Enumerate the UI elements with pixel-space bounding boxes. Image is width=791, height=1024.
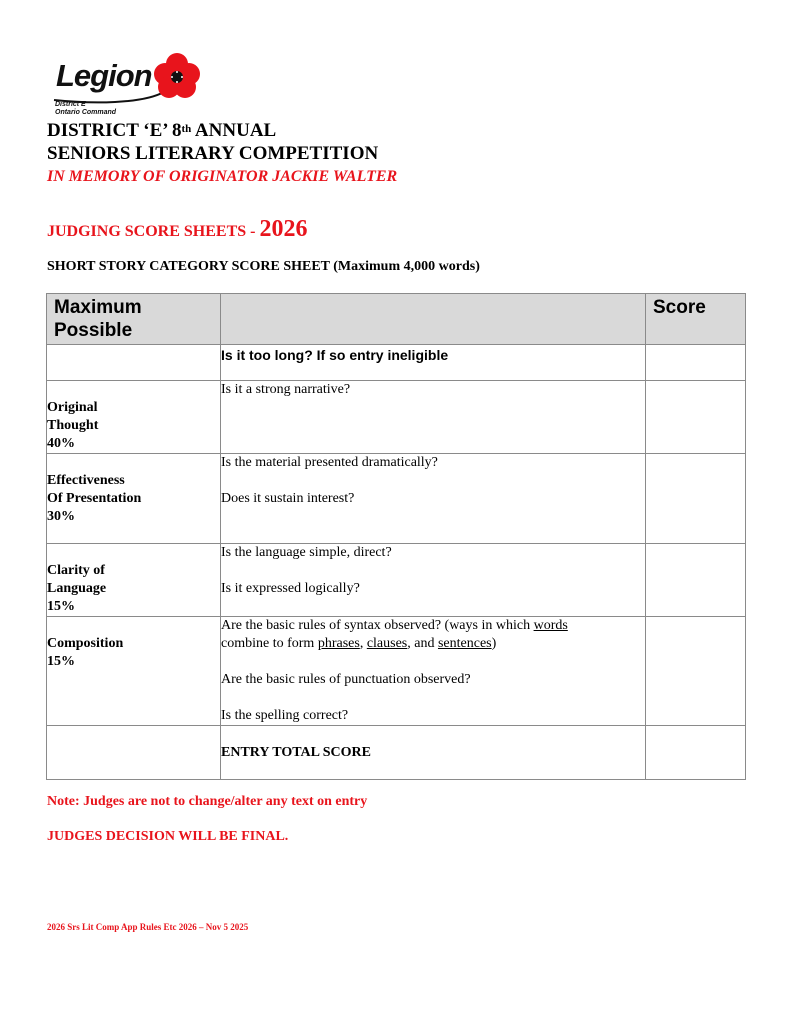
criterion-line: Of Presentation	[47, 491, 142, 506]
syntax-question: Are the basic rules of syntax observed? (ways in which words combine to form phrases, clauses, and sentences)	[221, 618, 568, 651]
footer-text: 2026 Srs Lit Comp App Rules Etc 2026 – Nov 5 2025	[47, 922, 249, 932]
score-cell[interactable]	[646, 544, 746, 617]
poppy-icon	[152, 52, 202, 102]
note-text: Note: Judges are not to change/alter any text on entry	[47, 794, 368, 809]
category-title: SHORT STORY CATEGORY SCORE SHEET (Maximum 4,000 words)	[47, 259, 480, 274]
spelling-question: Is the spelling correct?	[221, 708, 349, 723]
criterion-line: Thought	[47, 418, 99, 433]
score-cell[interactable]	[646, 454, 746, 544]
score-cell[interactable]	[646, 617, 746, 726]
criterion-line: Language	[47, 581, 107, 596]
memorial-subtitle: IN MEMORY OF ORIGINATOR JACKIE WALTER	[47, 168, 398, 185]
table-row	[47, 381, 746, 454]
score-cell[interactable]	[646, 381, 746, 454]
criterion-line: Composition	[47, 636, 124, 651]
logo-wordmark: Legion	[56, 58, 152, 93]
punctuation-question: Are the basic rules of punctuation observed?	[221, 672, 471, 687]
total-score-cell[interactable]	[646, 726, 746, 780]
criterion-line: Clarity of	[47, 563, 105, 578]
logo-subtitle-district: District E	[55, 101, 86, 108]
title-line-2: SENIORS LITERARY COMPETITION	[47, 143, 379, 164]
question: Is the language simple, direct?	[221, 545, 392, 560]
eligibility-row	[47, 345, 746, 381]
total-row	[47, 726, 746, 780]
question: Does it sustain interest?	[221, 491, 355, 506]
logo-subtitle-command: Ontario Command	[55, 109, 117, 116]
criterion-percent: 15%	[47, 654, 75, 669]
header-score: Score	[646, 294, 746, 345]
composition-row	[47, 617, 746, 726]
table-header-row	[47, 294, 746, 345]
question: Is it a strong narrative?	[221, 382, 351, 397]
judging-heading: JUDGING SCORE SHEETS - 2026	[47, 216, 308, 242]
question: Is the material presented dramatically?	[221, 455, 438, 470]
header-maximum-possible: Maximum Possible	[47, 294, 221, 345]
criterion-percent: 15%	[47, 599, 75, 614]
table-row	[47, 544, 746, 617]
total-label: ENTRY TOTAL SCORE	[221, 745, 371, 760]
final-decision-text: JUDGES DECISION WILL BE FINAL.	[47, 829, 289, 844]
judging-year: 2026	[259, 216, 308, 242]
title-line-1: DISTRICT ‘E’ 8th ANNUAL	[47, 120, 277, 141]
criterion-line: Effectiveness	[47, 473, 125, 488]
question: Is it expressed logically?	[221, 581, 360, 596]
criterion-percent: 40%	[47, 436, 75, 451]
header-criteria	[221, 294, 646, 345]
eligibility-question: Is it too long? If so entry ineligible	[221, 347, 449, 363]
score-table	[46, 293, 746, 780]
criterion-line: Original	[47, 400, 98, 415]
criterion-percent: 30%	[47, 509, 75, 524]
table-row	[47, 454, 746, 544]
score-cell[interactable]	[646, 345, 746, 381]
